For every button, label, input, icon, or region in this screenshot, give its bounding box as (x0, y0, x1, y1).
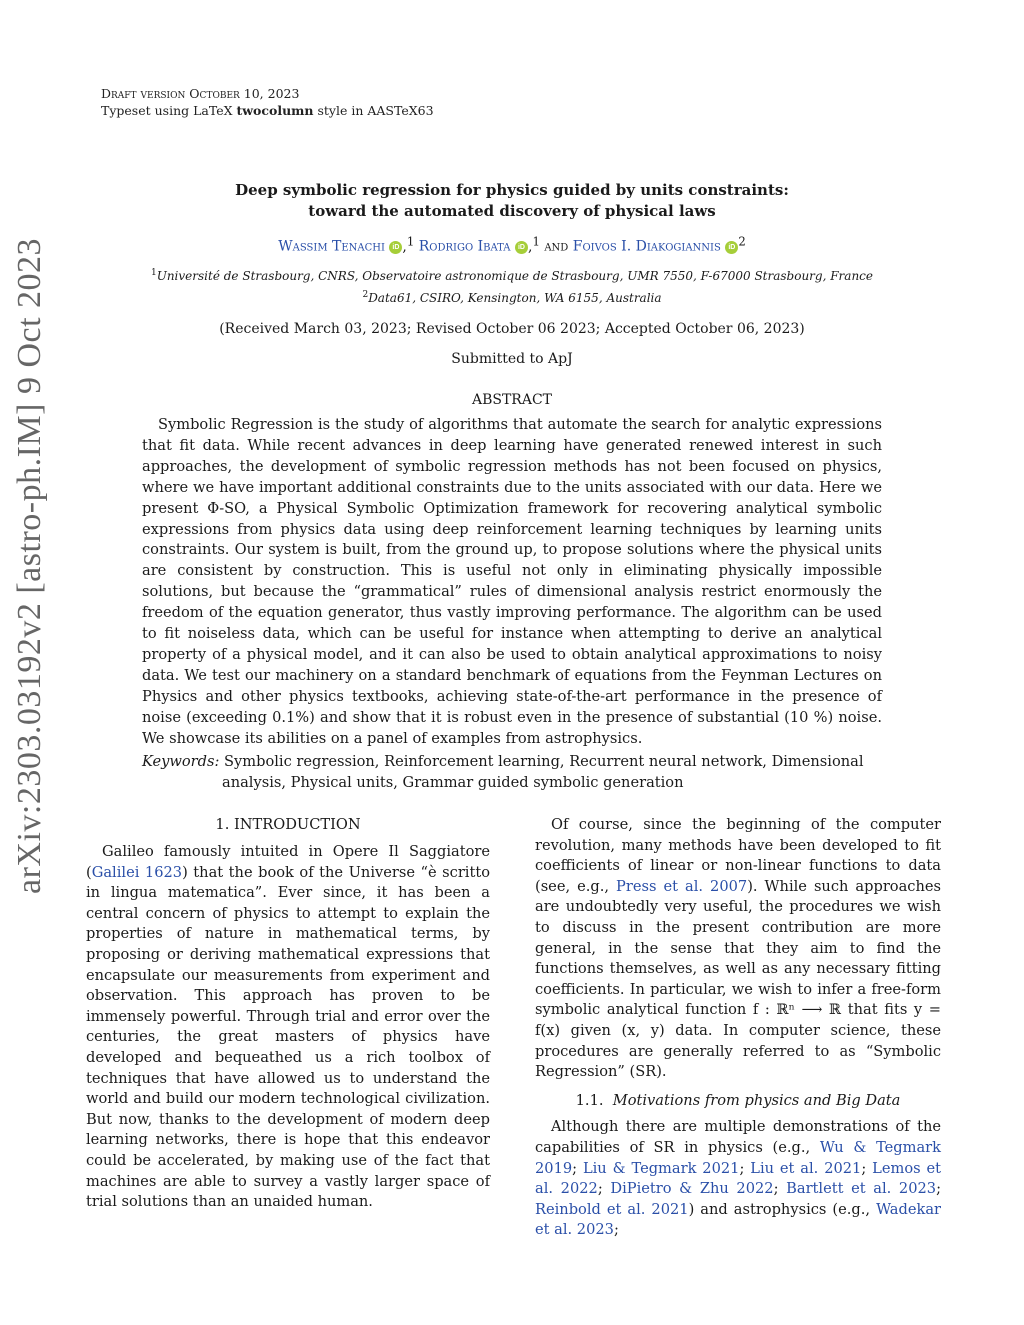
right-paragraph-1: Of course, since the beginning of the computer revolution, many methods have been developed to fit coefficients of linear or non-linear functions to data (see, e.g., Press et al. 2007). While such approaches are undoubtedly very useful, the procedures we wish to discuss in the present contribution are more general, in the sense that they aim to find the functions themselves, as well as any necessary fitting coefficients. In particular, we wish to infer a free-form symbolic analytical function f : ℝⁿ ⟶ ℝ that fits y = f(x) given (x, y) data. In computer science, these procedures are generally referred to as “Symbolic Regression” (SR). (535, 816, 941, 1081)
affiliation-1: $^1$Université de Strasbourg, CNRS, Observatoire astronomique de Strasbourg, UMR 7550, F-67000 Strasbourg, France (150, 268, 873, 283)
authors-and: and (544, 238, 569, 255)
intro-heading: 1. INTRODUCTION (215, 816, 361, 833)
author-name[interactable]: Rodrigo Ibata (418, 238, 511, 255)
citation-link[interactable]: Liu & Tegmark 2021 (582, 1159, 740, 1177)
citation-link[interactable]: Bartlett et al. 2023 (786, 1180, 937, 1198)
keywords-label: Keywords: (142, 753, 220, 770)
draft-version: Draft version October 10, 2023 (101, 86, 300, 101)
citation-link[interactable]: Press et al. 2007 (616, 877, 748, 895)
citation-link[interactable]: Liu et al. 2021 (750, 1159, 862, 1177)
author-name[interactable]: Foivos I. Diakogiannis (572, 238, 721, 255)
right-column (535, 815, 941, 1241)
author-name[interactable]: Wassim Tenachi (278, 238, 385, 255)
author-affil-num: 1 (406, 234, 415, 248)
author-affil-num: 2 (738, 234, 746, 248)
affiliation-2: $^2$Data61, CSIRO, Kensington, WA 6155, Australia (362, 290, 662, 305)
title-line-2: toward the automated discovery of physical laws (308, 202, 716, 220)
affiliations (100, 264, 924, 308)
title-line-1: Deep symbolic regression for physics guided by units constraints: (235, 181, 789, 199)
citation-link[interactable]: DiPietro & Zhu 2022 (610, 1180, 774, 1198)
subsection-number: 1.1. (575, 1091, 604, 1109)
abstract-body: Symbolic Regression is the study of algorithms that automate the search for analytic expressions that fit data. While recent advances in deep learning have generated renewed interest in such approaches, the development of symbolic regression methods has not been focused on physics, where we have important additional constraints due to the units associated with our data. Here we present Φ-SO, a Physical Symbolic Optimization framework for recovering analytical symbolic expressions from physics data using deep reinforcement learning techniques by learning units constraints. Our system is built, from the ground up, to propose solutions where the physical units are consistent by construction. This is useful not only in eliminating physically impossible solutions, but because the “grammatical” rules of dimensional analysis restrict enormously the freedom of the equation generator, thus vastly improving performance. The algorithm can be used to fit noiseless data, which can be useful for instance when attempting to derive an analytical property of a physical model, and it can also be used to obtain analytical approximations to noisy data. We test our machinery on a standard benchmark of equations from the Feynman Lectures on Physics and other physics textbooks, achieving state-of-the-art performance in the presence of noise (exceeding 0.1%) and show that it is robust even in the presence of substantial (10 %) noise. We showcase its abilities on a panel of examples from astrophysics. (142, 416, 882, 747)
intro-paragraph: Galileo famously intuited in Opere Il Saggiatore (Galilei 1623) that the book of the Universe “è scritto in lingua matematica”. Ever since, it has been a central concern of physics to attempt to explain the properties of nature in mathematical terms, by proposing or deriving mathematical expressions that encapsulate our measurements from experiment and observation. This approach has proven to be immensely powerful. Through trial and error over the centuries, the great masters of physics have developed and bequeathed us a rich toolbox of techniques that have allowed us to understand the world and build our modern technological civilization. But now, thanks to the development of modern deep learning networks, there is hope that this endeavor could be accelerated, by making use of the fact that machines are able to survey a vastly larger space of trial solutions than an unaided human. (86, 843, 490, 1211)
keywords-text: Symbolic regression, Reinforcement learning, Recurrent neural network, Dimensional analysis, Physical units, Grammar guided symbolic generation (222, 753, 864, 791)
abstract-heading: ABSTRACT (471, 392, 553, 408)
citation-link[interactable]: Wu & Tegmark 2019 (535, 1138, 942, 1177)
orcid-icon[interactable]: iD (515, 241, 528, 254)
submitted-to: Submitted to ApJ (451, 351, 573, 367)
typeset-prefix: Typeset using LaTeX (101, 103, 237, 118)
intro-column (86, 842, 490, 1213)
author-list: Wassim Tenachi iD ,$^1$ Rodrigo Ibata iD ,$^1$ and Foivos I. Diakogiannis iD $^2$ (278, 234, 746, 255)
orcid-icon[interactable]: iD (725, 241, 738, 254)
arxiv-sidebar-id: arXiv:2303.03192v2 [astro-ph.IM] 9 Oct 2023 (11, 237, 48, 894)
typeset-suffix: style in AASTeX63 (313, 103, 434, 118)
citation-link[interactable]: Lemos et al. 2022 (535, 1159, 941, 1198)
orcid-icon[interactable]: iD (389, 241, 402, 254)
right-paragraph-2: Although there are multiple demonstrations of the capabilities of SR in physics (e.g., Wu & Tegmark 2019; Liu & Tegmark 2021; Liu et al. 2021; Lemos et al. 2022; DiPietro & Zhu 2022; Bartlett et al. 2023; Reinbold et al. 2021) and astrophysics (e.g., Wadekar et al. 2023; (535, 1118, 942, 1239)
typeset-line (101, 103, 434, 118)
citation-link[interactable]: Reinbold et al. 2021 (535, 1200, 689, 1218)
received-dates: (Received March 03, 2023; Revised October 06 2023; Accepted October 06, 2023) (219, 321, 805, 337)
citation-link[interactable]: Wadekar et al. 2023 (535, 1200, 941, 1239)
paper-title (100, 180, 924, 222)
typeset-bold: twocolumn (236, 103, 314, 118)
subsection-heading (535, 1091, 941, 1112)
citation-link[interactable]: Galilei 1623 (91, 863, 183, 881)
subsection-title: Motivations from physics and Big Data (612, 1091, 901, 1109)
keywords (142, 752, 882, 794)
author-affil-num: 1 (532, 234, 540, 248)
